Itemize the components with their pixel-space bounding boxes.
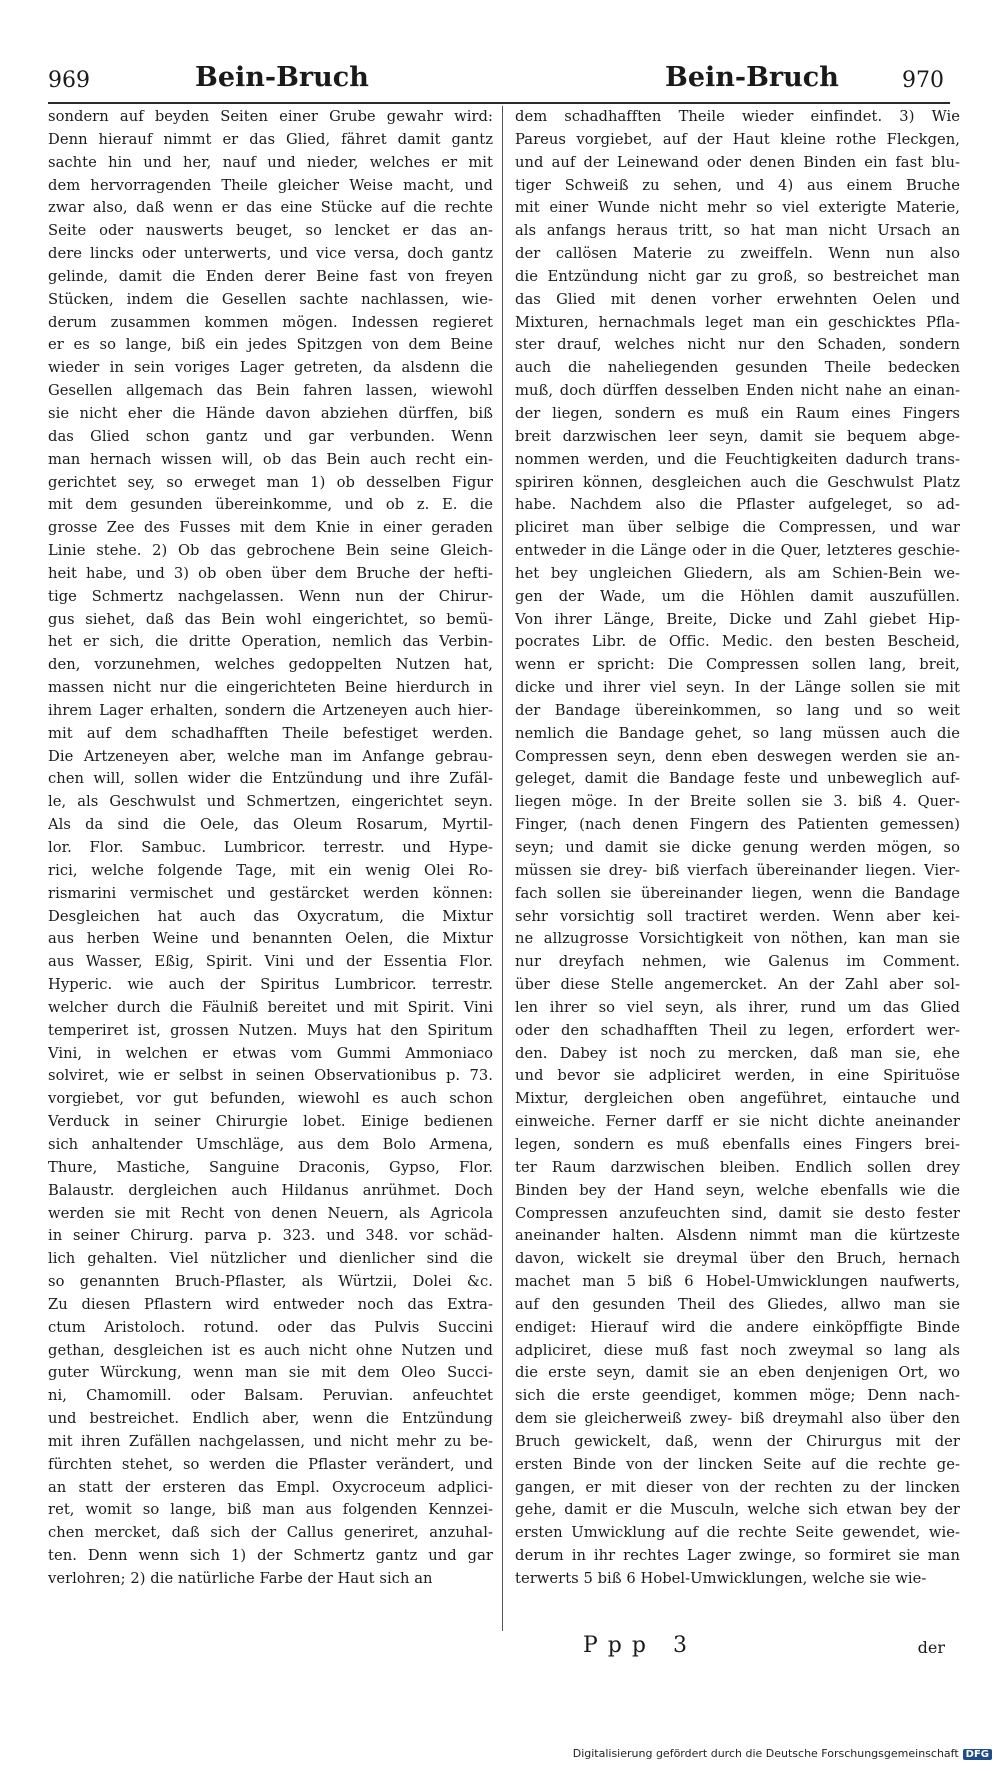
text-line: fach sollen sie übereinander liegen, wenn die Bandage	[515, 884, 960, 902]
text-line: lor. Flor. Sambuc. Lumbricor. terrestr. und Hype-	[48, 839, 493, 856]
text-line: man hernach wissen will, ob das Bein auch recht ein-	[48, 450, 493, 468]
text-line: dem sie gleicherweiß zwey- biß dreymahl also über den	[515, 1410, 960, 1428]
text-line: in seiner Chirurg. parva p. 323. und 348. vor schäd-	[48, 1227, 493, 1245]
text-line: den. Dabey ist noch zu mercken, daß man sie, ehe	[515, 1044, 960, 1062]
text-line: ne allzugrosse Vorsichtigkeit von nöthen, kan man sie	[515, 930, 960, 948]
text-line: er es so lange, biß ein jedes Spitzgen von dem Beine	[48, 336, 493, 354]
text-line: len ihrer so viel seyn, als ihrer, rund um das Glied	[515, 998, 960, 1016]
text-line: seyn; und damit sie dicke genung werden mögen, so	[515, 839, 960, 856]
text-line: dem schadhafften Theile wieder einfindet. 3) Wie	[515, 108, 960, 125]
text-line: Pareus vorgiebet, auf der Haut kleine rothe Fleckgen,	[515, 130, 960, 148]
text-line: adpliciret, diese muß fast noch zweymal so lang als	[515, 1341, 960, 1359]
text-line: het er sich, die dritte Operation, nemlich das Verbin-	[48, 633, 493, 651]
text-line: nommen werden, und die Feuchtigkeiten dadurch trans-	[515, 450, 960, 468]
text-line: aus Wasser, Eßig, Spirit. Vini und der Essentia Flor.	[48, 953, 493, 971]
text-line: Die Artzeneyen aber, welche man im Anfange gebrau-	[48, 747, 493, 765]
text-line: dem hervorragenden Theile gleicher Weise macht, und	[48, 176, 493, 194]
text-line: pocrates Libr. de Offic. Medic. den besten Bescheid,	[515, 633, 960, 651]
text-line: und bestreichet. Endlich aber, wenn die Entzündung	[48, 1410, 493, 1428]
dfg-logo: DFG	[963, 1749, 992, 1760]
text-line: tiger Schweiß zu sehen, und 4) aus einem Bruche	[515, 176, 960, 194]
text-line: mit auf dem schadhafften Theile befestiget werden.	[48, 724, 493, 742]
text-line: zwar also, daß wenn er das eine Stücke auf die rechte	[48, 199, 493, 217]
text-line: gangen, er mit dieser von der rechten zu der lincken	[515, 1478, 960, 1496]
text-line: als anfangs heraus tritt, so hat man nicht Ursach an	[515, 222, 960, 240]
text-line: Compressen anzufeuchten sind, damit sie desto fester	[515, 1204, 960, 1222]
text-line: geleget, damit die Bandage feste und unbeweglich auf-	[515, 770, 960, 788]
text-line: dere lincks oder unterwerts, und vice versa, doch gantz	[48, 245, 493, 263]
running-head-left: Bein-Bruch	[195, 62, 369, 93]
text-line: Finger, (nach denen Fingern des Patienten gemessen)	[515, 816, 960, 834]
text-line: sich anhaltender Umschläge, aus dem Bolo Armena,	[48, 1135, 493, 1153]
text-line: der callösen Materie zu zweiffeln. Wenn nun also	[515, 245, 960, 263]
text-line: Mixtur, dergleichen oben angeführet, eintauche und	[515, 1090, 960, 1108]
text-line: massen nicht nur die eingerichteten Beine hierdurch in	[48, 679, 493, 697]
text-line: und auf der Leinewand oder denen Binden ein fast blu-	[515, 153, 960, 171]
text-line: Compressen seyn, denn eben deswegen werden sie an-	[515, 747, 960, 765]
text-line: einweiche. Ferner darff er sie nicht dichte aneinander	[515, 1113, 960, 1131]
text-line: oder den schadhafften Theil zu legen, erfordert wer-	[515, 1021, 960, 1039]
header-rule	[48, 102, 950, 104]
text-line: fürchten stehet, so werden die Pflaster verändert, und	[48, 1455, 493, 1473]
text-line: der Bandage übereinkommen, so lang und so weit	[515, 701, 960, 719]
text-line: auf den gesunden Theil des Gliedes, allwo man sie	[515, 1295, 960, 1313]
text-line: so genannten Bruch-Pflaster, als Würtzii, Dolei &c.	[48, 1273, 493, 1291]
text-line: ster drauf, welches nicht nur den Schaden, sondern	[515, 336, 960, 354]
text-line: gerichtet sey, so erweget man 1) ob desselben Figur	[48, 473, 493, 491]
text-line: die erste seyn, damit sie an eben denjenigen Ort, wo	[515, 1364, 960, 1382]
text-line: Seite oder nauswerts beuget, so lencket er das an-	[48, 222, 493, 240]
text-line: breit darzwischen leer seyn, damit sie bequem abge-	[515, 427, 960, 445]
text-line: liegen möge. In der Breite sollen sie 3. biß 4. Quer-	[515, 793, 960, 811]
text-line: rici, welche folgende Tage, mit ein wenig Olei Ro-	[48, 861, 493, 879]
text-line: die Entzündung nicht gar zu groß, so bestreichet man	[515, 267, 960, 285]
text-line: Hyperic. wie auch der Spiritus Lumbricor. terrestr.	[48, 976, 493, 994]
text-line: Denn hierauf nimmt er das Glied, fähret damit gantz	[48, 130, 493, 148]
text-line: pliciret man über selbige die Compressen, und war	[515, 519, 960, 537]
text-line: Als da sind die Oele, das Oleum Rosarum, Myrtil-	[48, 816, 493, 834]
text-line: gelinde, damit die Enden derer Beine fast von freyen	[48, 267, 493, 285]
text-line: über diese Stelle angemercket. An der Zahl aber sol-	[515, 976, 960, 994]
page-number-left: 969	[48, 68, 90, 93]
left-column	[48, 106, 493, 1591]
text-line: der liegen, sondern es muß ein Raum eines Fingers	[515, 404, 960, 422]
text-line: dicke und ihrer viel seyn. In der Länge sollen sie mit	[515, 679, 960, 697]
text-line: Verduck in seiner Chirurgie lobet. Einige bedienen	[48, 1113, 493, 1131]
text-line: lich gehalten. Viel nützlicher und dienlicher sind die	[48, 1250, 493, 1268]
text-line: Desgleichen hat auch das Oxycratum, die Mixtur	[48, 907, 493, 925]
text-line: aneinander halten. Alsdenn nimmt man die kürtzeste	[515, 1227, 960, 1245]
text-line: sondern auf beyden Seiten einer Grube gewahr wird:	[48, 108, 493, 125]
text-line: sachte hin und her, nauf und nieder, welches er mit	[48, 153, 493, 171]
text-line: heit habe, und 3) ob oben über dem Bruche der hefti-	[48, 564, 493, 582]
text-line: guter Würckung, wenn man sie mit dem Oleo Succi-	[48, 1364, 493, 1382]
text-line: Mixturen, hernachmals leget man ein geschicktes Pfla-	[515, 313, 960, 331]
text-line: auch die naheliegenden gesunden Theile bedecken	[515, 359, 960, 377]
page-number-right: 970	[902, 68, 944, 93]
text-line: wieder in sein voriges Lager getreten, da alsdenn die	[48, 359, 493, 377]
text-line: Thure, Mastiche, Sanguine Draconis, Gypso, Flor.	[48, 1158, 493, 1176]
text-line: Zu diesen Pflastern wird entweder noch das Extra-	[48, 1295, 493, 1313]
text-line: terwerts 5 biß 6 Hobel-Umwicklungen, welche sie wie-	[515, 1570, 927, 1587]
text-line: verlohren; 2) die natürliche Farbe der Haut sich an	[48, 1570, 433, 1587]
text-line: solviret, wie er selbst in seinen Observationibus p. 73.	[48, 1067, 493, 1085]
right-column	[515, 106, 960, 1591]
text-line: habe. Nachdem also die Pflaster aufgeleget, so ad-	[515, 496, 960, 514]
text-line: davon, wickelt sie dreymal über den Bruch, hernach	[515, 1250, 960, 1268]
footer-text: Digitalisierung gefördert durch die Deutsche Forschungsgemeinschaft	[572, 1747, 959, 1760]
text-line: ersten Binde von der lincken Seite auf die rechte ge-	[515, 1455, 960, 1473]
text-line: het bey ungleichen Gliedern, als am Schien-Bein we-	[515, 564, 960, 582]
text-line: Linie stehe. 2) Ob das gebrochene Bein seine Gleich-	[48, 542, 493, 560]
text-line: le, als Geschwulst und Schmertzen, eingerichtet seyn.	[48, 793, 493, 811]
text-line: Stücken, indem die Gesellen sachte nachlassen, wie-	[48, 290, 493, 308]
text-line: ter Raum darzwischen bleiben. Endlich sollen drey	[515, 1158, 960, 1176]
text-line: Gesellen allgemach das Bein fahren lassen, wiewohl	[48, 382, 493, 400]
text-line: chen mercket, daß sich der Callus generiret, anzuhal-	[48, 1524, 493, 1542]
text-line: den, vorzunehmen, welches gedoppelten Nutzen hat,	[48, 656, 493, 674]
text-line: mit dem gesunden übereinkomme, und ob z. E. die	[48, 496, 493, 514]
text-line: vorgiebet, vor gut befunden, wiewohl es auch schon	[48, 1090, 493, 1108]
text-line: gehe, damit er die Musculn, welche sich etwan bey der	[515, 1501, 960, 1519]
text-line: grosse Zee des Fusses mit dem Knie in einer geraden	[48, 519, 493, 537]
column-divider	[502, 106, 503, 1631]
digitization-footer	[573, 1747, 992, 1760]
text-line: an statt der ersteren das Empl. Oxycroceum adplici-	[48, 1478, 493, 1496]
catchword: der	[917, 1638, 945, 1657]
text-line: aus herben Weine und benannten Oelen, die Mixtur	[48, 930, 493, 948]
running-head-right: Bein-Bruch	[665, 62, 839, 93]
text-line: entweder in die Länge oder in die Quer, letzteres geschie-	[515, 542, 960, 560]
text-line: mit einer Wunde nicht mehr so viel exterigte Materie,	[515, 199, 960, 217]
text-line: werden sie mit Recht von denen Neuern, als Agricola	[48, 1204, 493, 1222]
text-line: chen will, sollen wider die Entzündung und ihre Zufäl-	[48, 770, 493, 788]
text-line: sie nicht eher die Hände davon abziehen dürffen, biß	[48, 404, 493, 422]
text-line: das Glied schon gantz und gar verbunden. Wenn	[48, 427, 493, 445]
text-line: welcher durch die Fäulniß bereitet und mit Spirit. Vini	[48, 998, 493, 1016]
text-line: wenn er spricht: Die Compressen sollen lang, breit,	[515, 656, 960, 674]
text-line: gethan, desgleichen ist es auch nicht ohne Nutzen und	[48, 1341, 493, 1359]
text-line: nemlich die Bandage gehet, so lang müssen auch die	[515, 724, 960, 742]
text-line: Vini, in welchen er etwas vom Gummi Ammoniaco	[48, 1044, 493, 1062]
text-line: derum zusammen kommen mögen. Indessen regieret	[48, 313, 493, 331]
text-line: Balaustr. dergleichen auch Hildanus anrühmet. Doch	[48, 1181, 493, 1199]
signature-mark: Ppp 3	[583, 1633, 697, 1658]
text-line: gen der Wade, um die Höhlen damit auszufüllen.	[515, 587, 960, 605]
text-line: Bruch gewickelt, daß, wenn der Chirurgus mit der	[515, 1432, 960, 1450]
text-line: ni, Chamomill. oder Balsam. Peruvian. anfeuchtet	[48, 1387, 493, 1405]
text-line: das Glied mit denen vorher erwehnten Oelen und	[515, 290, 960, 308]
text-line: Binden bey der Hand seyn, welche ebenfalls wie die	[515, 1181, 960, 1199]
text-line: ersten Umwicklung auf die rechte Seite gewendet, wie-	[515, 1524, 960, 1542]
text-line: müssen sie drey- biß vierfach übereinander liegen. Vier-	[515, 861, 960, 879]
text-line: derum in ihr rechtes Lager zwinge, so formiret sie man	[515, 1547, 960, 1565]
text-line: ctum Aristoloch. rotund. oder das Pulvis Succini	[48, 1318, 493, 1336]
text-line: nur dreyfach nehmen, wie Galenus im Comment.	[515, 953, 960, 971]
text-line: spiriren können, desgleichen auch die Geschwulst Platz	[515, 473, 960, 491]
text-line: machet man 5 biß 6 Hobel-Umwicklungen naufwerts,	[515, 1273, 960, 1291]
text-line: Von ihrer Länge, Breite, Dicke und Zahl giebet Hip-	[515, 610, 960, 628]
text-line: muß, doch dürffen desselben Enden nicht nahe an einan-	[515, 382, 960, 400]
text-line: temperiret ist, grossen Nutzen. Muys hat den Spiritum	[48, 1021, 493, 1039]
text-line: tige Schmertz nachgelassen. Wenn nun der Chirur-	[48, 587, 493, 605]
text-line: und bevor sie adpliciret werden, in eine Spirituöse	[515, 1067, 960, 1085]
text-line: gus siehet, daß das Bein wohl eingerichtet, so bemü-	[48, 610, 493, 628]
text-line: rismarini vermischet und gestärcket werden können:	[48, 884, 493, 902]
text-line: ten. Denn wenn sich 1) der Schmertz gantz und gar	[48, 1547, 493, 1565]
text-line: sehr vorsichtig soll tractiret werden. Wenn aber kei-	[515, 907, 960, 925]
text-line: sich die erste geendiget, kommen möge; Denn nach-	[515, 1387, 960, 1405]
text-line: ret, womit so lange, biß man aus folgenden Kennzei-	[48, 1501, 493, 1519]
text-line: mit ihren Zufällen nachgelassen, und nicht mehr zu be-	[48, 1432, 493, 1450]
text-line: ihrem Lager erhalten, sondern die Artzeneyen auch hier-	[48, 701, 493, 719]
text-line: legen, sondern es muß ebenfalls eines Fingers brei-	[515, 1135, 960, 1153]
text-line: endiget: Hierauf wird die andere einköpffigte Binde	[515, 1318, 960, 1336]
